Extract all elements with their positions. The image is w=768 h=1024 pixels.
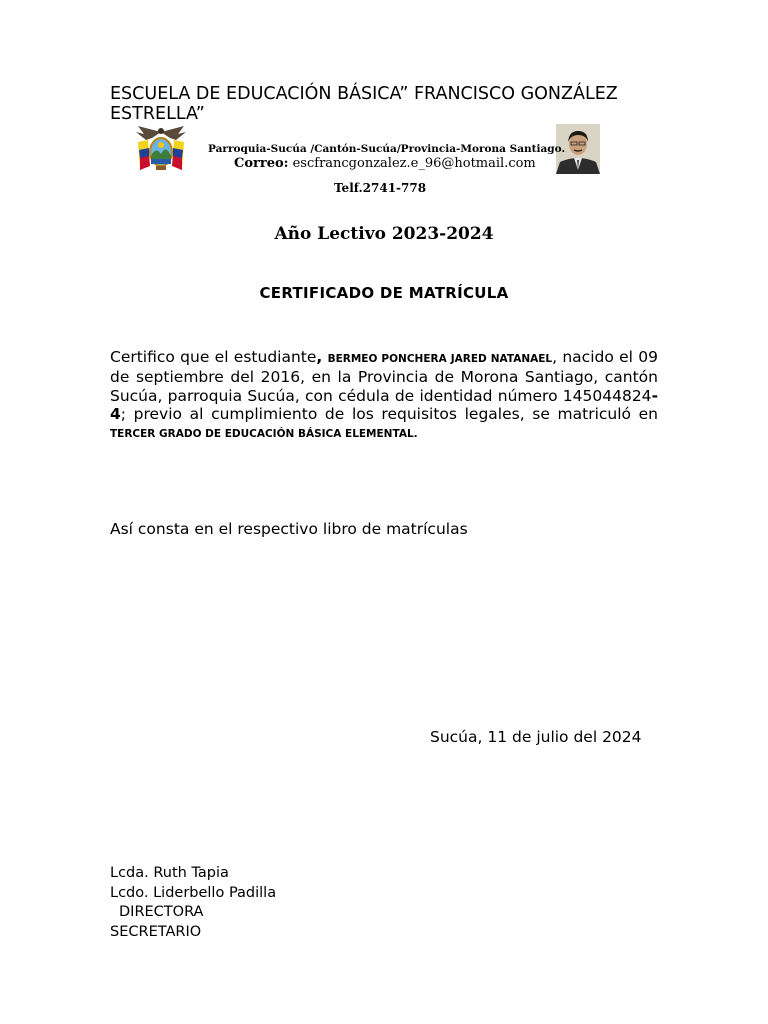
grade-name: TERCER GRADO DE EDUCACIÓN BÁSICA ELEMENTAL.	[110, 428, 418, 441]
body-text-1: , nacido el 09 de septiembre del 2016, en la Provincia de Morona Santiago, cantón Sucúa, parroquia Sucúa, con cédula de identidad número 145044824	[110, 348, 658, 405]
place-date: Sucúa, 11 de julio del 2024	[430, 728, 642, 746]
student-name: BERMEO PONCHERA JARED NATANAEL	[327, 353, 553, 365]
academic-year: Año Lectivo 2023-2024	[274, 224, 494, 244]
signature-line-4: SECRETARIO	[110, 924, 202, 940]
name-comma-before: ,	[316, 348, 323, 366]
signature-line-3: DIRECTORA	[119, 904, 204, 920]
school-email	[234, 156, 536, 171]
email-value: escfrancgonzalez.e_96@hotmail.com	[292, 156, 536, 171]
certificate-title: CERTIFICADO DE MATRÍCULA	[259, 284, 509, 302]
email-label: Correo:	[234, 156, 289, 171]
record-statement: Así consta en el respectivo libro de matrículas	[110, 520, 468, 538]
certificate-body	[110, 348, 658, 443]
school-name: ESCUELA DE EDUCACIÓN BÁSICA” FRANCISCO GONZÁLEZ ESTRELLA”	[110, 84, 618, 124]
body-text-2: ; previo al cumplimiento de los requisitos legales, se matriculó en	[120, 404, 658, 423]
ecuador-coat-of-arms-icon	[134, 124, 188, 174]
school-phone: Telf.2741-778	[334, 181, 427, 195]
school-address: Parroquia-Sucúa /Cantón-Sucúa/Provincia-Morona Santiago.	[208, 143, 566, 155]
signature-line-1: Lcda. Ruth Tapia	[110, 865, 229, 881]
id-suffix: -4	[110, 386, 658, 423]
body-intro: Certifico que el estudiante	[110, 348, 317, 366]
signature-line-2: Lcdo. Liderbello Padilla	[110, 885, 277, 901]
